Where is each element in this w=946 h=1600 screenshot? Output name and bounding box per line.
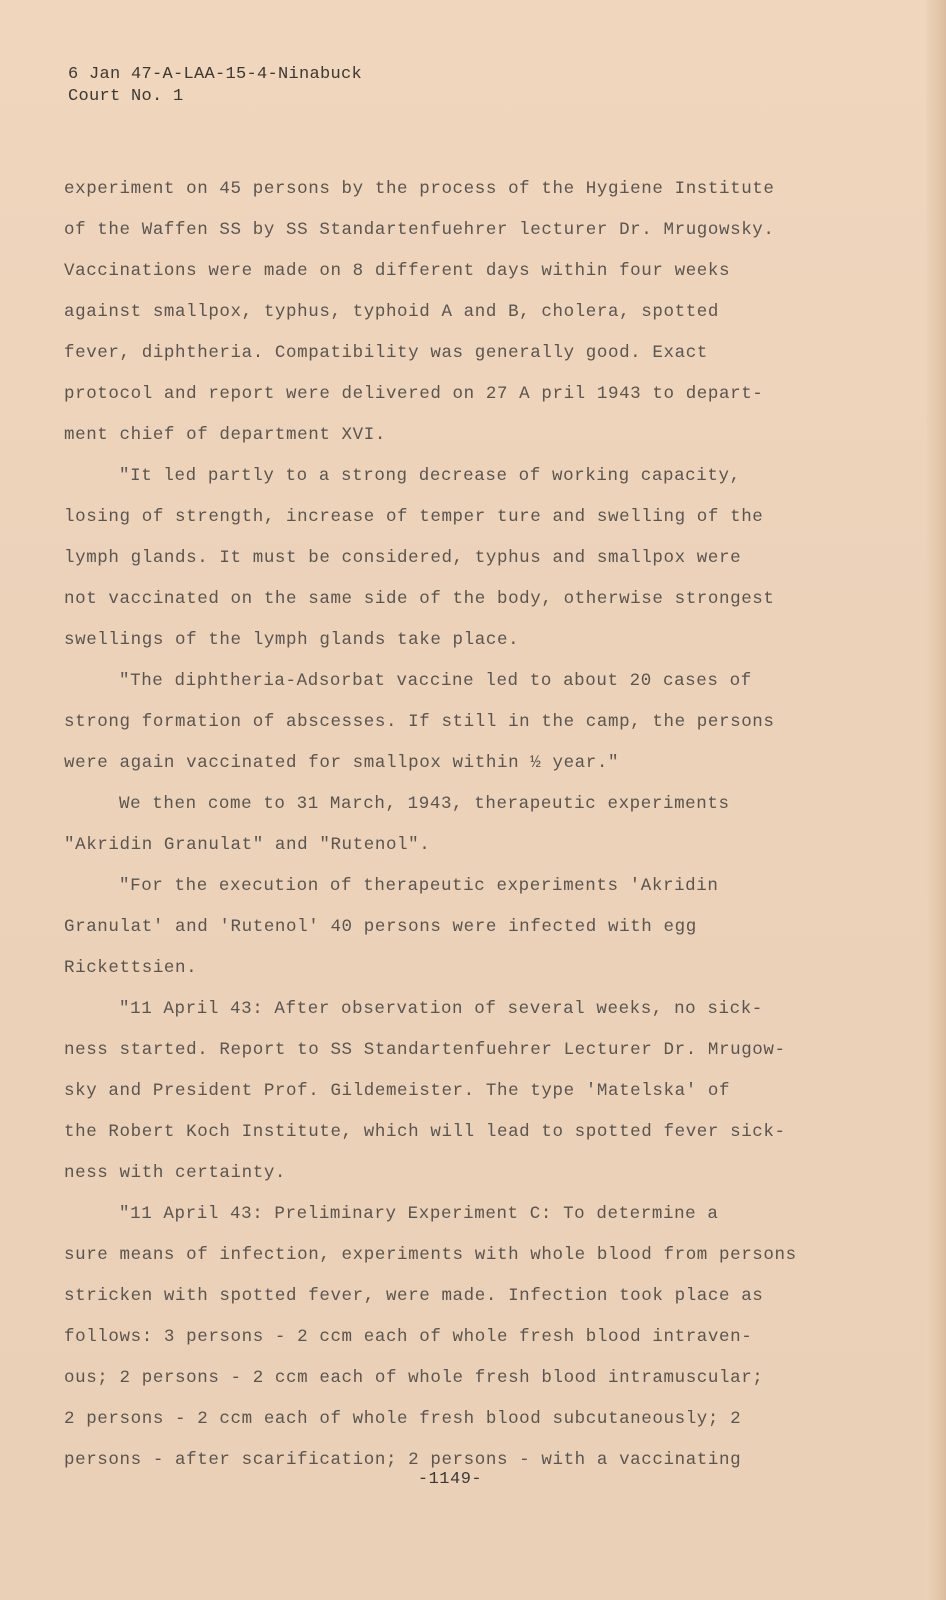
page-edge	[926, 0, 946, 1600]
text-line: lymph glands. It must be considered, typhus and smallpox were	[64, 548, 742, 568]
text-line: "It led partly to a strong decrease of working capacity,	[119, 466, 741, 486]
text-line: ous; 2 persons - 2 ccm each of whole fresh blood intramuscular;	[64, 1368, 764, 1388]
header-line-2: Court No. 1	[68, 87, 184, 106]
text-line: the Robert Koch Institute, which will lead to spotted fever sick-	[64, 1122, 786, 1142]
header-line-1: 6 Jan 47-A-LAA-15-4-Ninabuck	[68, 65, 363, 84]
text-line: "The diphtheria-Adsorbat vaccine led to about 20 cases of	[119, 671, 752, 691]
text-line: "For the execution of therapeutic experiments 'Akridin	[119, 876, 719, 896]
text-line: losing of strength, increase of temper ture and swelling of the	[64, 507, 764, 527]
document-header	[68, 64, 362, 108]
text-line: strong formation of abscesses. If still in the camp, the persons	[64, 712, 775, 732]
text-line: ness started. Report to SS Standartenfuehrer Lecturer Dr. Mrugow-	[64, 1040, 786, 1060]
page-number: -1149-	[417, 1470, 483, 1489]
text-line: Granulat' and 'Rutenol' 40 persons were infected with egg	[64, 917, 697, 937]
text-line: persons - after scarification; 2 persons - with a vaccinating	[64, 1450, 742, 1470]
text-line: sky and President Prof. Gildemeister. The type 'Matelska' of	[64, 1081, 731, 1101]
text-line: We then come to 31 March, 1943, therapeutic experiments	[119, 794, 730, 814]
text-line: "Akridin Granulat" and "Rutenol".	[64, 835, 431, 855]
text-line: "11 April 43: After observation of several weeks, no sick-	[119, 999, 763, 1019]
text-line: protocol and report were delivered on 27 A pril 1943 to depart-	[64, 384, 764, 404]
text-line: 2 persons - 2 ccm each of whole fresh blood subcutaneously; 2	[64, 1409, 742, 1429]
text-line: not vaccinated on the same side of the body, otherwise strongest	[64, 589, 775, 609]
transcript-body	[64, 169, 884, 1481]
text-line: experiment on 45 persons by the process of the Hygiene Institute	[64, 179, 775, 199]
text-line: fever, diphtheria. Compatibility was generally good. Exact	[64, 343, 708, 363]
text-line: Rickettsien.	[64, 958, 198, 978]
text-line: against smallpox, typhus, typhoid A and B, cholera, spotted	[64, 302, 720, 322]
text-line: swellings of the lymph glands take place.	[64, 630, 520, 650]
text-line: of the Waffen SS by SS Standartenfuehrer lecturer Dr. Mrugowsky.	[64, 220, 775, 240]
text-line: Vaccinations were made on 8 different days within four weeks	[64, 261, 731, 281]
text-line: ment chief of department XVI.	[64, 425, 386, 445]
text-line: sure means of infection, experiments with whole blood from persons	[64, 1245, 797, 1265]
text-line: stricken with spotted fever, were made. Infection took place as	[64, 1286, 764, 1306]
text-line: "11 April 43: Preliminary Experiment C: To determine a	[119, 1204, 719, 1224]
text-line: follows: 3 persons - 2 ccm each of whole fresh blood intraven-	[64, 1327, 753, 1347]
text-line: ness with certainty.	[64, 1163, 287, 1183]
text-line: were again vaccinated for smallpox within ½ year."	[64, 753, 620, 773]
